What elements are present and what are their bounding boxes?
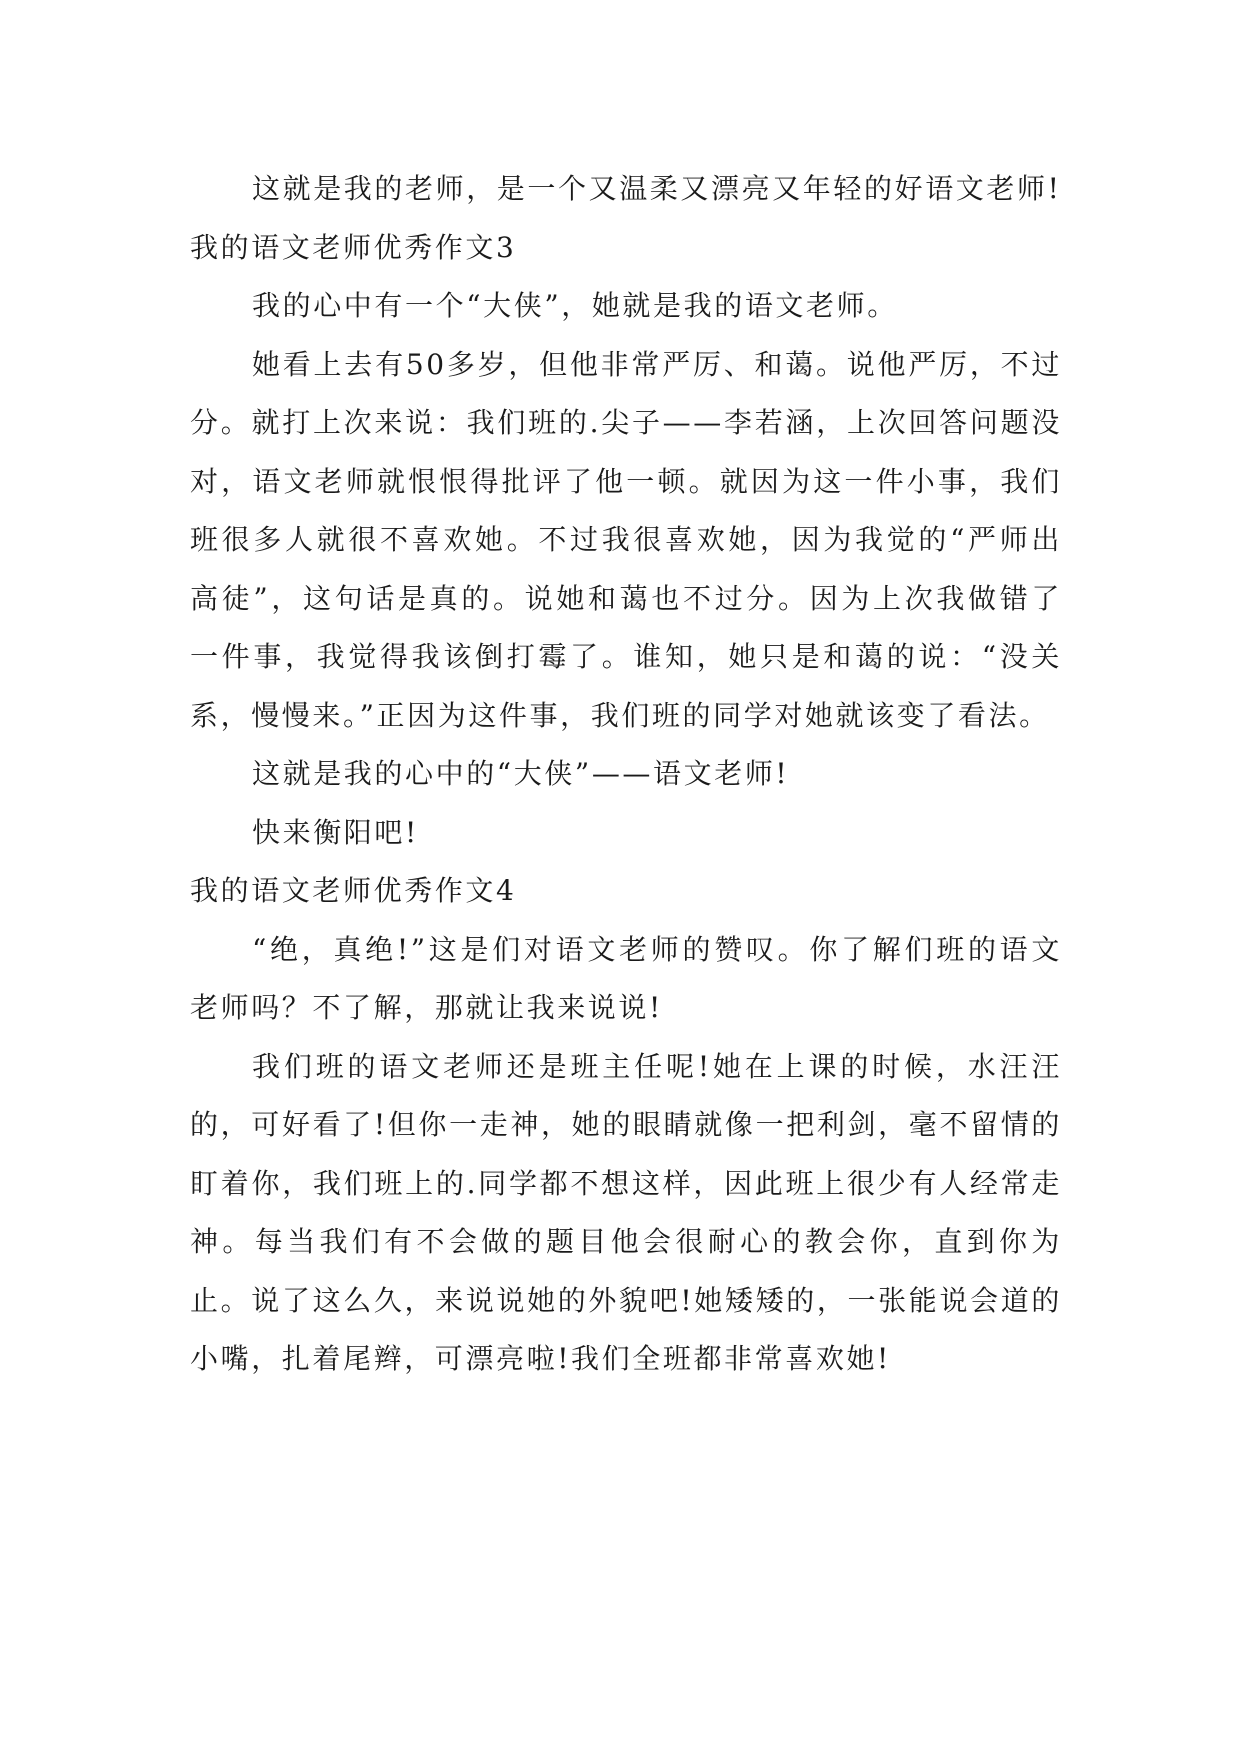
paragraph: 快来衡阳吧! bbox=[252, 815, 419, 849]
section-heading: 我的语文老师优秀作文4 bbox=[190, 874, 517, 907]
paragraph: 这就是我的老师，是一个又温柔又漂亮又年轻的好语文老师! bbox=[252, 172, 1062, 205]
paragraph: “绝，真绝!”这是们对语文老师的赞叹。你了解们班的语文老师吗？不了解，那就让我来说说! bbox=[190, 932, 1062, 1024]
section-heading: 我的语文老师优秀作文3 bbox=[190, 230, 517, 264]
paragraph: 我的心中有一个“大侠”，她就是我的语文老师。 bbox=[252, 289, 898, 322]
paragraph: 我们班的语文老师还是班主任呢!她在上课的时候，水汪汪的，可好看了!但你一走神，她的眼睛就像一把利剑，毫不留情的盯着你，我们班上的.同学都不想这样，因此班上很少有人经常走神。每当我们有不会做的题目他会很耐心的教会你，直到你为止。说了这么久，来说说她的外貌吧!她矮矮的，一张能说会道的小嘴，扎着尾辫，可漂亮啦!我们全班都非常喜欢她! bbox=[190, 1049, 1062, 1375]
paragraph: 她看上去有50多岁，但他非常严厉、和蔼。说他严厉，不过分。就打上次来说：我们班的.尖子——李若涵，上次回答问题没对，语文老师就恨恨得批评了他一顿。就因为这一件小事，我们班很多人就很不喜欢她。不过我很喜欢她，因为我觉的“严师出高徒”，这句话是真的。说她和蔼也不过分。因为上次我做错了一件事，我觉得我该倒打霉了。谁知，她只是和蔼的说：“没关系，慢慢来。”正因为这件事，我们班的同学对她就该变了看法。 bbox=[190, 347, 1062, 732]
document-body bbox=[190, 160, 1062, 1389]
paragraph: 这就是我的心中的“大侠”——语文老师! bbox=[252, 757, 790, 790]
